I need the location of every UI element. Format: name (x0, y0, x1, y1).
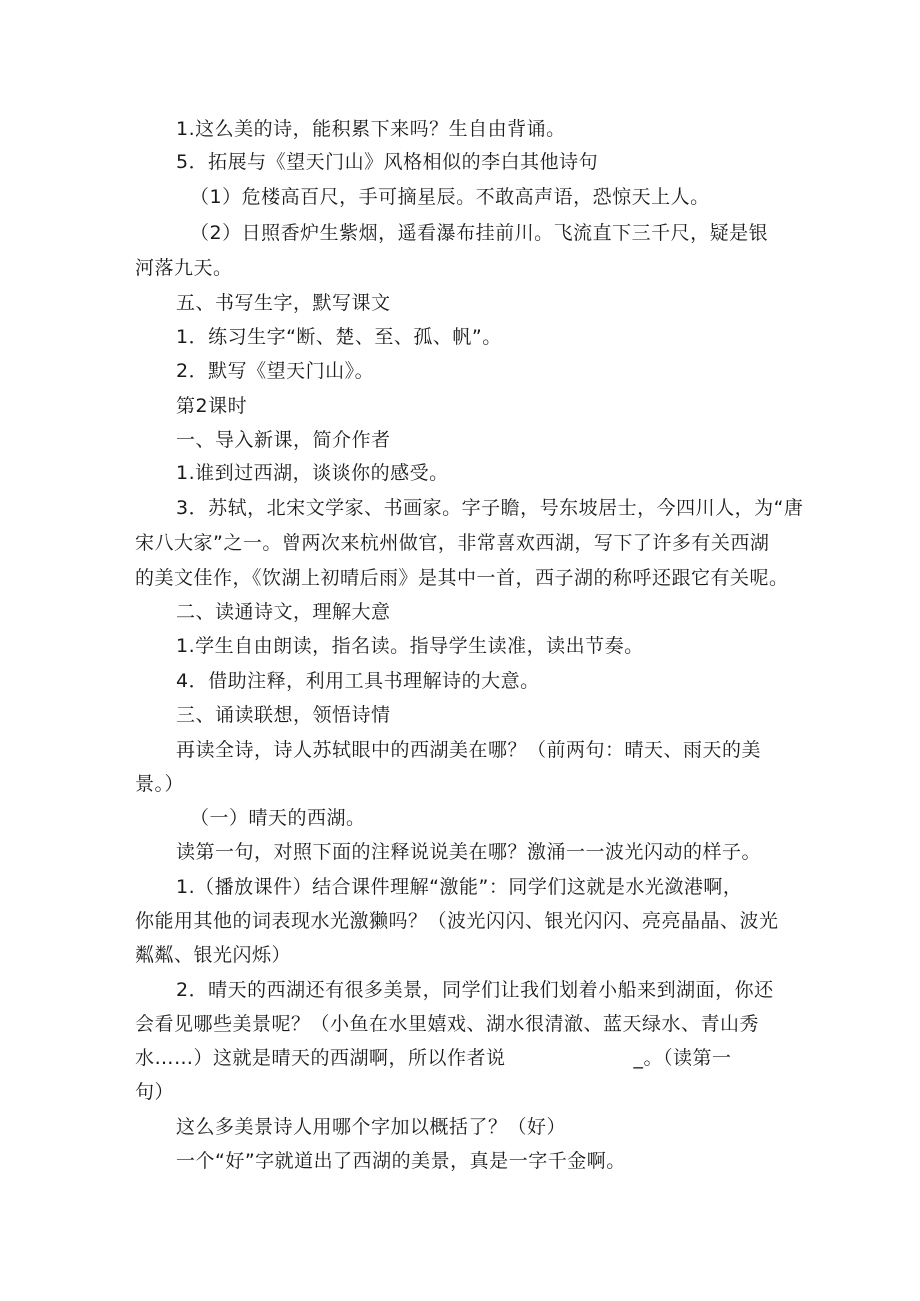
text-line: 2．晴天的西湖还有很多美景，同学们让我们划着小船来到湖面，你还 (176, 979, 774, 1001)
lesson-heading: 第2课时 (176, 395, 248, 417)
text-line: 1.（播放课件）结合课件理解“激能”：同学们这就是水光潋港啊， (176, 876, 743, 898)
sub-heading: （一）晴天的西湖。 (190, 807, 366, 829)
text-line: 一个“好”字就道出了西湖的美景，真是一字千金啊。 (176, 1150, 626, 1172)
text-line: （1）危楼高百尺，手可摘星辰。不敢高声语，恐惊天上人。 (190, 186, 710, 208)
text-line: （2）日照香炉生紫烟，遥看瀑布挂前川。飞流直下三千尺，疑是银 (190, 222, 769, 244)
text-line: 河落九天。 (135, 257, 233, 279)
text-segment: 水……）这就是晴天的西湖啊，所以作者说 (135, 1047, 506, 1069)
section-heading: 五、书写生字，默写课文 (176, 292, 391, 314)
section-heading: 三、诵读联想，领悟诗情 (176, 704, 391, 726)
text-line: 宋八大家”之一。曾两次来杭州做官，非常喜欢西湖，写下了许多有关西湖 (135, 532, 770, 554)
text-line: 粼粼、银光闪烁） (135, 944, 292, 966)
text-line: 读第一句，对照下面的注释说说美在哪？激涌一一波光闪动的样子。 (176, 841, 762, 863)
text-line: 5．拓展与《望天门山》风格相似的李白其他诗句 (176, 151, 599, 173)
text-line (135, 1046, 732, 1070)
text-segment: _。（读第一 (633, 1047, 732, 1069)
text-line: 1.谁到过西湖，谈谈你的感受。 (176, 462, 449, 484)
text-line: 会看见哪些美景呢？（小鱼在水里嬉戏、湖水很清澈、蓝天绿水、青山秀 (135, 1013, 760, 1035)
text-line: 2．默写《望天门山》。 (176, 360, 375, 382)
text-line: 1.学生自由朗读，指名读。指导学生读准，读出节奏。 (176, 635, 644, 657)
section-heading: 二、读通诗文，理解大意 (176, 601, 391, 623)
text-line: 的美文佳作，《饮湖上初晴后雨》是其中一首，西子湖的称呼还跟它有关呢。 (135, 567, 789, 589)
text-line: 3．苏轼，北宋文学家、书画家。字子瞻，号东坡居士，今四川人，为“唐 (176, 497, 804, 519)
text-line: 句） (135, 1081, 175, 1103)
text-line: 景。） (135, 773, 185, 795)
text-line: 1.这么美的诗，能积累下来吗？生自由背诵。 (176, 118, 566, 140)
text-line: 这么多美景诗人用哪个字加以概括了？（好） (176, 1116, 567, 1138)
text-line: 你能用其他的词表现水光激獭吗？（波光闪闪、银光闪闪、亮亮晶晶、波光 (135, 910, 779, 932)
text-line: 4．借助注释，利用工具书理解诗的大意。 (176, 670, 540, 692)
text-line: 1．练习生字“断、楚、至、孤、帆”。 (176, 326, 502, 348)
section-heading: 一、导入新课，简介作者 (176, 429, 391, 451)
text-line: 再读全诗，诗人苏轼眼中的西湖美在哪？（前两句：晴天、雨天的美 (176, 739, 762, 761)
